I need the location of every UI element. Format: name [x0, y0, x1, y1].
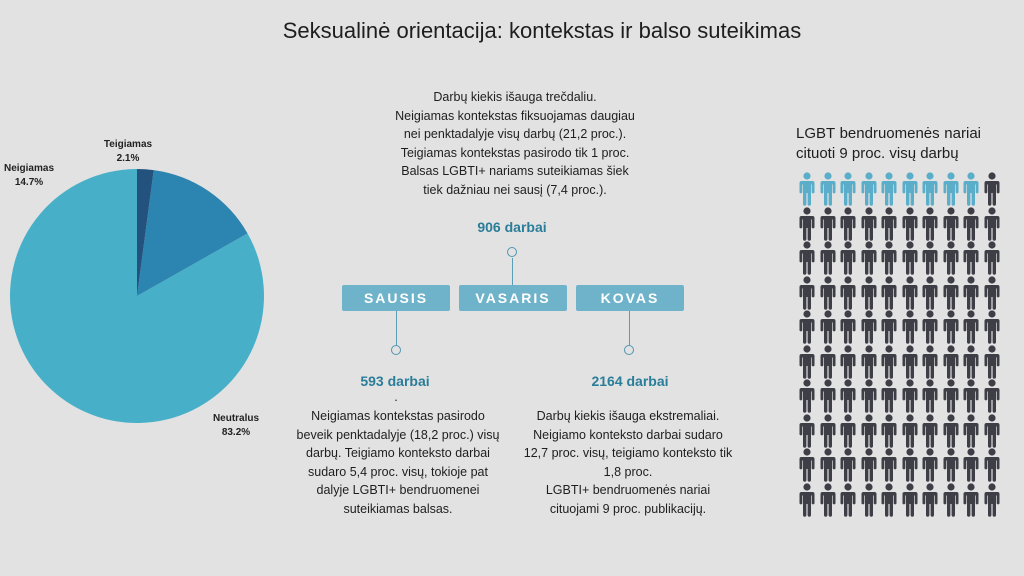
person-icon	[880, 276, 898, 310]
person-icon	[839, 379, 857, 413]
top-line: tiek dažniau nei sausį (7,4 proc.).	[423, 182, 607, 197]
person-icon	[983, 379, 1001, 413]
person-icon	[819, 379, 837, 413]
person-icon	[942, 448, 960, 482]
sausis-line: Neigiamas kontekstas pasirodo	[311, 409, 485, 423]
person-icon	[901, 483, 919, 517]
person-icon-highlighted	[798, 172, 816, 206]
person-icon	[942, 483, 960, 517]
person-icon-highlighted	[880, 172, 898, 206]
pie-label-teigiamas-name: Teigiamas	[103, 139, 153, 150]
lgbt-heading	[796, 124, 981, 164]
top-line: Darbų kiekis išauga trečdaliu.	[433, 90, 597, 104]
person-icon	[983, 414, 1001, 448]
person-icon	[901, 379, 919, 413]
top-line: Neigiamas kontekstas fiksuojamas daugiau	[395, 108, 635, 123]
person-icon	[921, 448, 939, 482]
person-icon	[962, 414, 980, 448]
person-icon	[901, 414, 919, 448]
sausis-line: beveik penktadalyje (18,2 proc.) visų	[296, 427, 500, 442]
person-icon	[839, 448, 857, 482]
person-icon	[798, 414, 816, 448]
kovas-line: LGBTI+ bendruomenės nariai	[545, 483, 711, 497]
person-icon-highlighted	[860, 172, 878, 206]
person-icon	[839, 345, 857, 379]
pie-label-neigiamas-name: Neigiamas	[3, 163, 55, 174]
kovas-line: 12,7 proc. visų, teigiamo konteksto tik	[523, 446, 733, 460]
person-icon	[860, 310, 878, 344]
person-icon-highlighted	[819, 172, 837, 206]
person-icon	[962, 483, 980, 517]
person-icon	[798, 276, 816, 310]
person-icon	[819, 414, 837, 448]
person-icon	[880, 345, 898, 379]
month-kovas: KOVAS	[576, 285, 684, 311]
person-icon	[839, 276, 857, 310]
person-icon	[819, 448, 837, 482]
timeline-dot-sausis	[391, 345, 401, 355]
person-icon	[962, 241, 980, 275]
person-icon	[983, 345, 1001, 379]
person-icon	[798, 448, 816, 482]
person-icon	[839, 310, 857, 344]
person-icon	[860, 483, 878, 517]
top-line: Balsas LGBTI+ nariams suteikiamas šiek	[401, 164, 629, 178]
person-icon	[983, 172, 1001, 206]
person-icon-highlighted	[942, 172, 960, 206]
person-icon	[860, 414, 878, 448]
person-icon	[839, 483, 857, 517]
kovas-line: Darbų kiekis išauga ekstremaliai.	[536, 409, 720, 423]
person-icon	[962, 448, 980, 482]
pie-label-teigiamas-value: 2.1%	[116, 153, 140, 164]
pie-label-neutralus-value: 83.2%	[221, 427, 251, 438]
sausis-line: suteikiamas balsas.	[343, 501, 453, 516]
person-icon	[942, 414, 960, 448]
person-icon	[798, 483, 816, 517]
person-icon	[798, 345, 816, 379]
person-icon	[798, 241, 816, 275]
person-icon	[962, 310, 980, 344]
sausis-paragraph	[278, 407, 518, 518]
person-icon	[860, 241, 878, 275]
count-sausis: 593 darbai	[360, 373, 430, 389]
person-icon	[921, 483, 939, 517]
person-icon	[880, 483, 898, 517]
person-icon	[839, 241, 857, 275]
month-sausis: SAUSIS	[342, 285, 450, 311]
person-icon	[880, 241, 898, 275]
month-vasaris: VASARIS	[459, 285, 567, 311]
person-icon	[901, 241, 919, 275]
person-icon	[983, 483, 1001, 517]
timeline-stem-kovas	[629, 311, 630, 345]
person-icon-highlighted	[839, 172, 857, 206]
person-icon	[921, 276, 939, 310]
timeline-dot-vasaris	[507, 247, 517, 257]
person-icon	[921, 345, 939, 379]
person-icon	[942, 276, 960, 310]
person-icon-highlighted	[901, 172, 919, 206]
person-icon	[798, 310, 816, 344]
person-icon	[819, 241, 837, 275]
pie-label-neutralus	[206, 412, 266, 440]
sausis-dot-text: .	[394, 390, 398, 404]
timeline-stem-vasaris	[512, 258, 513, 285]
timeline-stem-sausis	[396, 311, 397, 345]
sausis-line: sudaro 5,4 proc. visų, tokioje pat	[308, 464, 488, 479]
lgbt-heading-line1: LGBT bendruomenės nariai	[796, 125, 981, 142]
person-icon	[921, 241, 939, 275]
person-icon	[819, 207, 837, 241]
person-icon	[901, 207, 919, 241]
person-icon	[962, 207, 980, 241]
person-icon	[839, 414, 857, 448]
person-icon	[798, 379, 816, 413]
person-icon	[819, 345, 837, 379]
person-icon	[983, 310, 1001, 344]
person-icon	[860, 345, 878, 379]
count-kovas: 2164 darbai	[591, 373, 669, 389]
pie-label-teigiamas	[98, 138, 158, 166]
person-icon	[880, 379, 898, 413]
person-icon	[839, 207, 857, 241]
person-icon	[880, 310, 898, 344]
person-icon-highlighted	[921, 172, 939, 206]
person-icon	[880, 414, 898, 448]
count-vasaris: 906 darbai	[477, 219, 547, 235]
person-icon	[942, 241, 960, 275]
person-icon	[942, 379, 960, 413]
person-icon	[819, 276, 837, 310]
person-icon	[921, 207, 939, 241]
person-icon	[942, 310, 960, 344]
kovas-paragraph	[508, 407, 748, 518]
timeline-dot-kovas	[624, 345, 634, 355]
top-paragraph	[370, 88, 660, 199]
person-icon	[983, 241, 1001, 275]
lgbt-heading-line2: cituoti 9 proc. visų darbų	[796, 145, 959, 162]
person-icon	[860, 276, 878, 310]
sausis-line: dalyje LGBTI+ bendruomenei	[316, 483, 480, 497]
person-icon	[798, 207, 816, 241]
person-icon	[921, 414, 939, 448]
person-icon-highlighted	[962, 172, 980, 206]
person-icon	[819, 483, 837, 517]
person-icon	[901, 448, 919, 482]
person-icon	[901, 276, 919, 310]
person-icon	[901, 345, 919, 379]
sausis-line: darbų. Teigiamo konteksto darbai	[306, 446, 490, 460]
person-icon	[921, 310, 939, 344]
person-icon	[901, 310, 919, 344]
person-icon	[880, 207, 898, 241]
person-icon	[860, 448, 878, 482]
kovas-line: cituojami 9 proc. publikacijų.	[549, 501, 707, 516]
person-icon	[983, 276, 1001, 310]
pie-label-neigiamas-value: 14.7%	[14, 177, 44, 188]
person-icon	[962, 379, 980, 413]
person-icon	[860, 207, 878, 241]
person-icon	[962, 276, 980, 310]
pie-label-neutralus-name: Neutralus	[212, 413, 260, 424]
top-line: nei penktadalyje visų darbų (21,2 proc.).	[403, 127, 627, 141]
person-icon	[942, 345, 960, 379]
person-icon	[983, 207, 1001, 241]
kovas-line: 1,8 proc.	[603, 464, 653, 479]
pie-label-neigiamas	[0, 162, 58, 190]
kovas-line: Neigiamo konteksto darbai sudaro	[533, 427, 723, 442]
person-icon	[962, 345, 980, 379]
person-icon	[942, 207, 960, 241]
person-icon	[880, 448, 898, 482]
person-icon	[860, 379, 878, 413]
page-title: Seksualinė orientacija: kontekstas ir balso suteikimas	[282, 18, 802, 43]
person-icon	[921, 379, 939, 413]
top-line: Teigiamas kontekstas pasirodo tik 1 proc.	[400, 145, 630, 160]
person-icon	[983, 448, 1001, 482]
person-icon	[819, 310, 837, 344]
